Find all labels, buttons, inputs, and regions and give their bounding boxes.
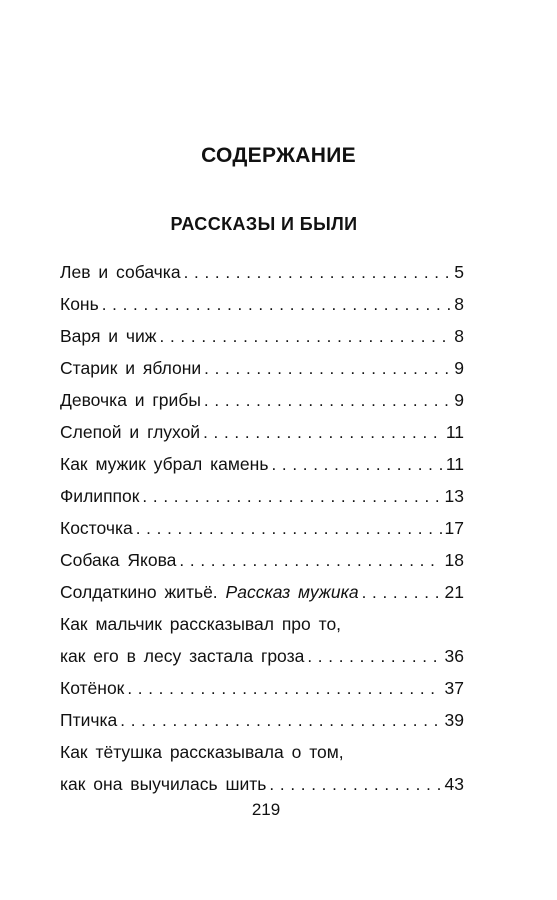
toc-entry bbox=[60, 672, 464, 704]
toc-entry bbox=[60, 256, 464, 288]
entry-page: 17 bbox=[444, 518, 464, 538]
entry-title: Старик и яблони bbox=[60, 358, 202, 378]
leader-dots bbox=[271, 449, 442, 481]
leader-dots bbox=[142, 481, 441, 513]
entry-subtitle: Рассказ мужика bbox=[225, 582, 359, 602]
entry-page: 37 bbox=[444, 678, 464, 698]
toc-entry bbox=[60, 576, 464, 608]
entry-title bbox=[60, 576, 359, 608]
toc-entry bbox=[60, 448, 464, 480]
leader-dots bbox=[127, 673, 441, 705]
leader-dots bbox=[179, 545, 441, 577]
entry-title: Слепой и глухой bbox=[60, 422, 201, 442]
entry-title: Котёнок bbox=[60, 678, 125, 698]
entry-title: как она выучилась шить bbox=[60, 774, 267, 794]
entry-page: 18 bbox=[444, 550, 464, 570]
section-heading: РАССКАЗЫ И БЫЛИ bbox=[170, 214, 358, 234]
entry-page: 8 bbox=[454, 294, 464, 314]
entry-title: Девочка и грибы bbox=[60, 390, 201, 410]
entry-page: 13 bbox=[444, 486, 464, 506]
toc-entry bbox=[60, 416, 464, 448]
toc-entry bbox=[60, 704, 464, 736]
entry-title-line1: Как мальчик рассказывал про то, bbox=[60, 614, 342, 634]
leader-dots bbox=[184, 257, 451, 289]
page-number: 219 bbox=[251, 800, 281, 819]
entry-title-main: Солдаткино житьё. bbox=[60, 582, 218, 602]
toc-entry bbox=[60, 288, 464, 320]
entry-page: 39 bbox=[444, 710, 464, 730]
entry-page: 5 bbox=[454, 262, 464, 282]
entry-title: Филиппок bbox=[60, 486, 140, 506]
leader-dots bbox=[120, 705, 441, 737]
toc-entry bbox=[60, 480, 464, 512]
leader-dots bbox=[160, 321, 451, 353]
entry-title: Варя и чиж bbox=[60, 326, 157, 346]
toc-entry bbox=[60, 736, 464, 800]
entry-page: 9 bbox=[454, 390, 464, 410]
toc-entry bbox=[60, 320, 464, 352]
leader-dots bbox=[102, 289, 451, 321]
entry-page: 21 bbox=[444, 582, 464, 602]
toc-entry bbox=[60, 608, 464, 672]
entry-page: 36 bbox=[444, 646, 464, 666]
leader-dots bbox=[362, 577, 442, 609]
entry-page: 43 bbox=[444, 774, 464, 794]
entry-title: как его в лесу застала гроза bbox=[60, 646, 305, 666]
leader-dots bbox=[307, 641, 441, 673]
toc-entry bbox=[60, 352, 464, 384]
entry-title: Конь bbox=[60, 294, 99, 314]
entry-page: 9 bbox=[454, 358, 464, 378]
entry-title: Собака Якова bbox=[60, 550, 177, 570]
entry-title: Лев и собачка bbox=[60, 262, 181, 282]
leader-dots bbox=[269, 769, 441, 801]
leader-dots bbox=[204, 385, 451, 417]
entry-title: Косточка bbox=[60, 518, 133, 538]
entry-title: Птичка bbox=[60, 710, 118, 730]
entry-title-line1: Как тётушка рассказывала о том, bbox=[60, 742, 344, 762]
entry-title: Как мужик убрал камень bbox=[60, 454, 269, 474]
leader-dots bbox=[136, 513, 442, 545]
toc-entry bbox=[60, 512, 464, 544]
contents-heading: СОДЕРЖАНИЕ bbox=[201, 144, 356, 167]
table-of-contents bbox=[60, 256, 464, 800]
leader-dots bbox=[203, 417, 443, 449]
toc-entry bbox=[60, 384, 464, 416]
entry-page: 11 bbox=[445, 422, 464, 442]
entry-page: 8 bbox=[454, 326, 464, 346]
toc-entry bbox=[60, 544, 464, 576]
leader-dots bbox=[204, 353, 451, 385]
entry-page: 11 bbox=[445, 454, 464, 474]
